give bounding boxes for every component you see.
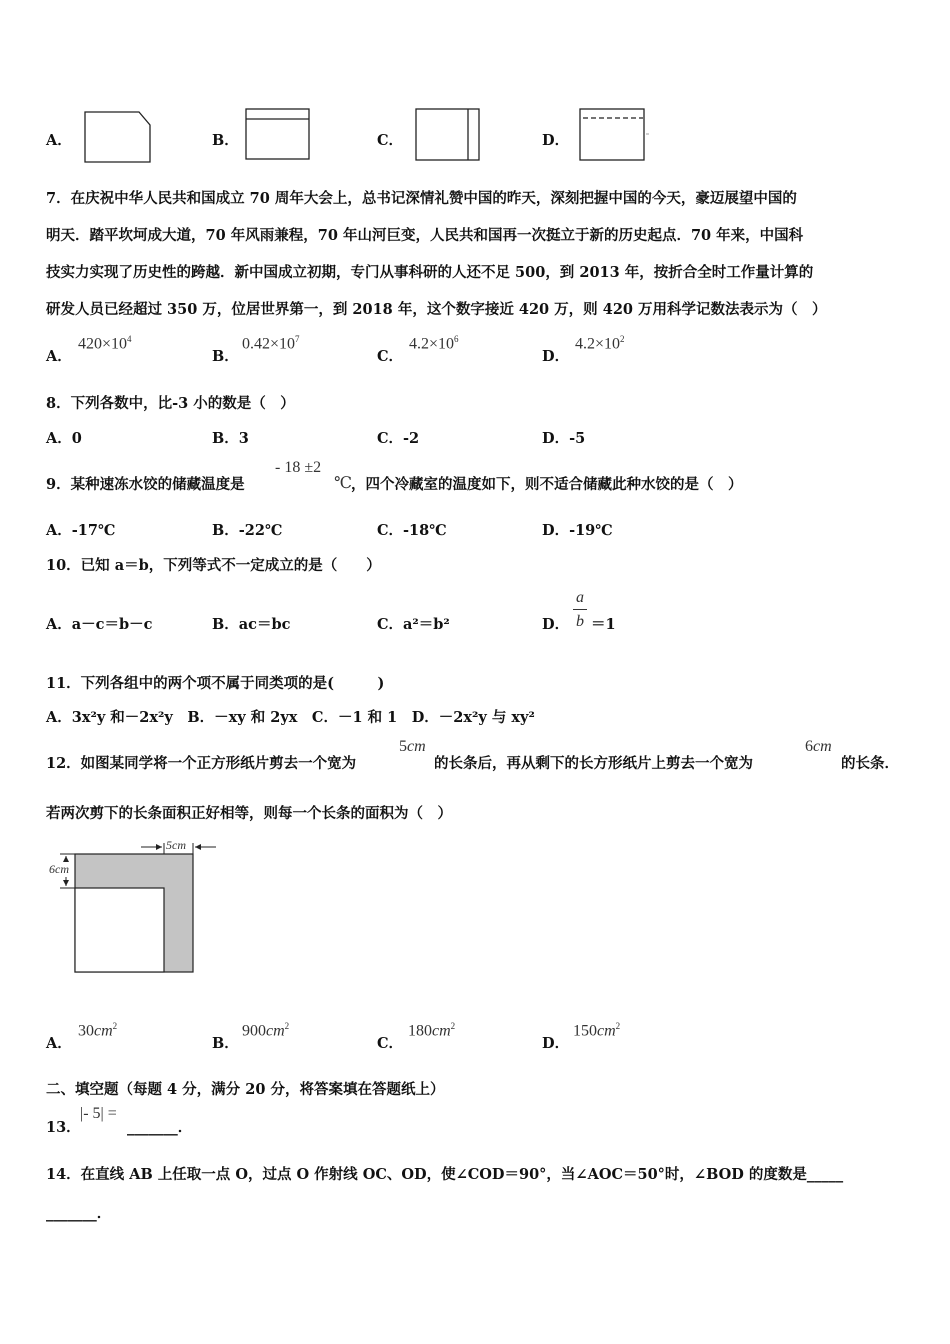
q7-stem-line-1: 7．在庆祝中华人民共和国成立 70 周年大会上，总书记深情礼赞中国的昨天，深刻把握中国的今天，豪迈展望中国的 — [46, 190, 797, 207]
q12-figure-label-top: 5cm — [166, 838, 186, 852]
q7-option-a-value: $420\times 10^4$ — [78, 334, 132, 353]
q8-option-a[interactable]: A．0 — [46, 430, 82, 447]
q9-option-c[interactable]: C．-18℃ — [377, 522, 447, 539]
q9-stem-pre: 9．某种速冻水饺的储藏温度是 — [46, 476, 245, 493]
q12-stem-line-2: 若两次剪下的长条面积正好相等，则每一个长条的面积为（ ） — [46, 805, 452, 822]
q6-option-d-figure — [579, 108, 651, 162]
q7-option-a-label: A． — [46, 348, 72, 365]
section-2-title: 二、填空题（每题 4 分，满分 20 分，将答案填在答题纸上） — [46, 1081, 445, 1098]
q10-option-d-label: D． — [542, 616, 570, 633]
q6-option-c-label: C． — [377, 132, 404, 149]
q12-option-b-value: $900cm^2$ — [242, 1021, 290, 1040]
q8-stem: 8．下列各数中，比-3 小的数是（ ） — [46, 395, 295, 412]
q12-figure-label-left: 6cm — [49, 862, 69, 876]
q8-option-b[interactable]: B．3 — [212, 430, 249, 447]
q7-option-b-label: B． — [212, 348, 239, 365]
q10-stem: 10．已知 a＝b，下列等式不一定成立的是（ ） — [46, 557, 381, 574]
q12-option-d-label: D． — [542, 1035, 570, 1052]
q8-option-d[interactable]: D．-5 — [542, 430, 586, 447]
q9-option-b[interactable]: B．-22℃ — [212, 522, 283, 539]
q6-option-c-figure — [415, 108, 481, 161]
q10-option-c[interactable]: C．a²＝b² — [377, 616, 450, 633]
q7-stem-line-4: 研发人员已经超过 350 万，位居世界第一，到 2018 年，这个数字接近 420 万，则 420 万用科学记数法表示为（ ） — [46, 301, 827, 318]
q12-width-2: 6cm — [805, 738, 832, 755]
q6-option-b-figure — [245, 108, 311, 160]
q12-option-b-label: B． — [212, 1035, 239, 1052]
q6-option-a-label: A． — [46, 132, 72, 149]
q6-option-a-figure — [84, 111, 152, 163]
q12-width-1: 5cm — [399, 738, 426, 755]
q14-stem-line-2[interactable]: _______． — [46, 1205, 112, 1222]
q10-option-d-numerator: a — [576, 589, 584, 606]
q9-formula: - 18 ±2 — [275, 459, 322, 476]
q11-stem: 11．下列各组中的两个项不属于同类项的是( ) — [46, 675, 385, 692]
q12-remaining-square — [75, 888, 164, 972]
q7-option-d-label: D． — [542, 348, 570, 365]
q9-unit: ℃ — [334, 475, 352, 492]
q12-option-a-label: A． — [46, 1035, 72, 1052]
q7-option-c-value: $4.2\times 10^6$ — [409, 334, 459, 353]
q14-stem-line-1: 14．在直线 AB 上任取一点 O，过点 O 作射线 OC、OD，使∠COD＝90°，当∠AOC＝50°时，∠BOD 的度数是_____ — [46, 1166, 844, 1183]
q12-option-c-value: $180cm^2$ — [408, 1021, 456, 1040]
q10-option-d-rest: ＝1 — [591, 616, 616, 633]
q9-stem-post: ，四个冷藏室的温度如下，则不适合储藏此种水饺的是（ ） — [351, 476, 743, 493]
q7-option-b-value: $0.42\times 10^7$ — [242, 334, 300, 353]
q9-option-a[interactable]: A．-17℃ — [46, 522, 116, 539]
q12-figure — [46, 835, 226, 980]
q7-option-d-value: $4.2\times 10^2$ — [575, 334, 625, 353]
q7-stem-line-2: 明天．踏平坎坷成大道，70 年风雨兼程，70 年山河巨变，人民共和国再一次挺立于新的历史起点．70 年来，中国科 — [46, 227, 804, 244]
q12-option-d-value: $150cm^2$ — [573, 1021, 621, 1040]
q12-stem-part3: 的长条． — [841, 755, 899, 772]
q13-label: 13． — [46, 1119, 81, 1136]
q10-option-a[interactable]: A．a－c＝b－c — [46, 616, 153, 633]
q10-option-b[interactable]: B．ac＝bc — [212, 616, 291, 633]
q11-options[interactable]: A．3x²y 和－2x²y B．－xy 和 2yx C．－1 和 1 D．－2x²y 与 xy² — [46, 709, 535, 726]
q10-fraction-bar — [573, 609, 587, 610]
q12-stem-part1: 12．如图某同学将一个正方形纸片剪去一个宽为 — [46, 755, 357, 772]
q10-option-d-denominator: b — [576, 613, 584, 630]
q6-option-d-label: D． — [542, 132, 570, 149]
q13-expression: |- 5| = — [80, 1105, 117, 1122]
q13-answer-blank[interactable]: _______． — [127, 1119, 193, 1136]
q8-option-c[interactable]: C．-2 — [377, 430, 420, 447]
q7-stem-line-3: 技实力实现了历史性的跨越．新中国成立初期，专门从事科研的人还不足 500，到 2013 年，按折合全时工作量计算的 — [46, 264, 814, 281]
q6-option-b-label: B． — [212, 132, 239, 149]
q12-option-a-value: $30cm^2$ — [78, 1021, 118, 1040]
q9-option-d[interactable]: D．-19℃ — [542, 522, 613, 539]
q12-option-c-label: C． — [377, 1035, 404, 1052]
q7-option-c-label: C． — [377, 348, 404, 365]
q12-stem-part2: 的长条后，再从剩下的长方形纸片上剪去一个宽为 — [434, 755, 753, 772]
